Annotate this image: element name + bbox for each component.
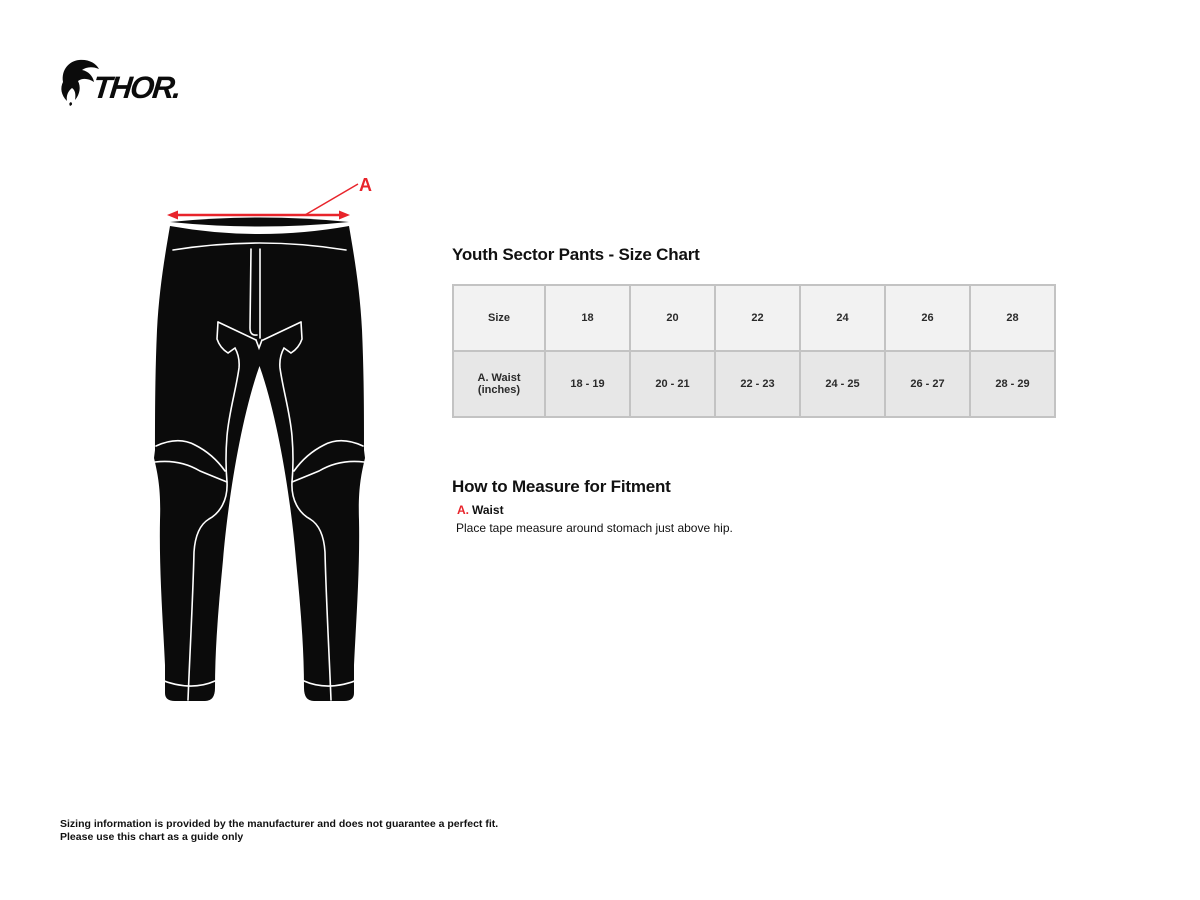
- size-cell: 18: [545, 285, 630, 351]
- waist-cell: 20 - 21: [630, 351, 715, 417]
- measure-item-waist: [457, 503, 504, 517]
- size-chart-title: Youth Sector Pants - Size Chart: [452, 245, 700, 264]
- footer-disclaimer: [60, 818, 498, 843]
- size-cell: 24: [800, 285, 885, 351]
- waist-cell: 28 - 29: [970, 351, 1055, 417]
- waist-cell: 26 - 27: [885, 351, 970, 417]
- waist-cell: 24 - 25: [800, 351, 885, 417]
- brand-logo-wordmark: THOR.: [91, 70, 182, 105]
- waist-cell: 22 - 23: [715, 351, 800, 417]
- table-row-waist: [453, 351, 1055, 417]
- footer-line-2: Please use this chart as a guide only: [60, 830, 244, 843]
- measurement-label-a: A: [359, 175, 372, 195]
- waist-measurement-arrow: [167, 184, 358, 220]
- how-to-measure-title: How to Measure for Fitment: [452, 477, 671, 496]
- measure-item-name: Waist: [472, 503, 504, 517]
- measure-item-description: Place tape measure around stomach just above hip.: [456, 521, 733, 535]
- size-cell: 22: [715, 285, 800, 351]
- row-header-waist: A. Waist (inches): [453, 351, 545, 417]
- size-cell: 26: [885, 285, 970, 351]
- waist-cell: 18 - 19: [545, 351, 630, 417]
- pants-measurement-diagram: [145, 160, 385, 710]
- size-cell: 20: [630, 285, 715, 351]
- size-chart-table: [452, 284, 1056, 418]
- footer-line-1: Sizing information is provided by the manufacturer and does not guarantee a perfect fit.: [60, 818, 499, 830]
- measure-item-key: A.: [457, 503, 469, 517]
- row-header-size: Size: [453, 285, 545, 351]
- table-row-size: [453, 285, 1055, 351]
- brand-logo: [57, 56, 207, 108]
- pants-waist-rim: [170, 218, 349, 227]
- size-cell: 28: [970, 285, 1055, 351]
